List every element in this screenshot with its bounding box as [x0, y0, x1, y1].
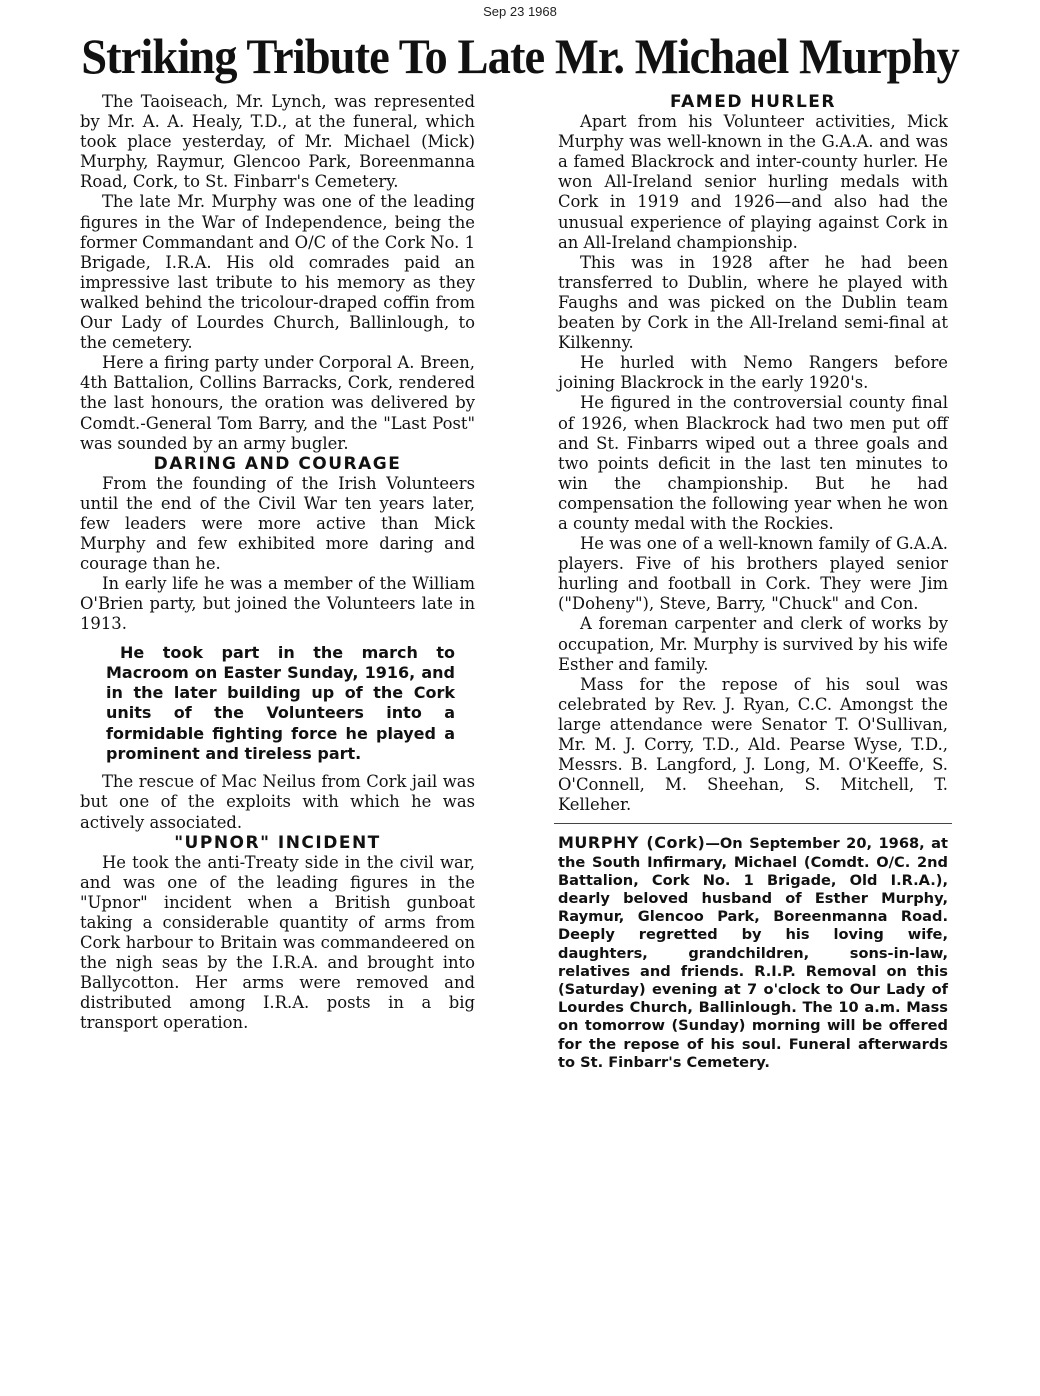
paragraph: The Taoiseach, Mr. Lynch, was represented by Mr. A. A. Healy, T.D., at the funeral, which took place yesterday, of Mr. Michael (Mick) Murphy, Raymur, Glencoo Park, Boreenmanna Road, Cork, to St. Finbarr's Cemetery. [80, 92, 475, 192]
clipping-date: Sep 23 1968 [483, 4, 557, 19]
paragraph: Here a firing party under Corporal A. Breen, 4th Battalion, Collins Barracks, Cork, rendered the last honours, the oration was delivered by Comdt.-General Tom Barry, and the "Last Post" was sounded by an army bugler. [80, 353, 475, 453]
paragraph: He was one of a well-known family of G.A.A. players. Five of his brothers played senior hurling and football in Cork. They were Jim ("Doheny"), Steve, Barry, "Chuck" and Con. [558, 534, 948, 614]
paragraph: Apart from his Volunteer activities, Mick Murphy was well-known in the G.A.A. and was a famed Blackrock and inter-county hurler. He won All-Ireland senior hurling medals with Cork in 1919 and 1926—and also had the unusual experience of playing against Cork in an All-Ireland championship. [558, 112, 948, 252]
paragraph: From the founding of the Irish Volunteers until the end of the Civil War ten years later, few leaders were more active than Mick Murphy and few exhibited more daring and courage than he. [80, 473, 475, 574]
subheading-daring-and-courage: DARING AND COURAGE [153, 453, 402, 474]
subheading-upnor-incident: "UPNOR" INCIDENT [174, 832, 381, 853]
paragraph: This was in 1928 after he had been transferred to Dublin, where he played with Faughs and was picked on the Dublin team beaten by Cork in the All-Ireland semi-final at Kilkenny. [558, 252, 948, 353]
paragraph: A foreman carpenter and clerk of works by occupation, Mr. Murphy is survived by his wife Esther and family. [558, 614, 948, 674]
paragraph: He figured in the controversial county final of 1926, when Blackrock had two men put off and St. Finbarrs wiped out a three goals and two points deficit in the last ten minutes to win the championship. But he had compensation the following year when he won a county medal with the Rockies. [558, 393, 948, 533]
left-column [80, 92, 475, 1034]
death-notice [558, 834, 948, 1072]
paragraph: He took the anti-Treaty side in the civil war, and was one of the leading figures in the "Upnor" incident when a British gunboat taking a considerable quantity of arms from Cork harbour to Britain was commandeered on the nigh seas by the I.R.A. and brought into Ballycotton. Her arms were removed and distributed among I.R.A. posts in a big transport operation. [80, 852, 475, 1033]
headline: Striking Tribute To Late Mr. Michael Murphy [81, 28, 959, 84]
divider [554, 823, 952, 824]
death-notice-name: MURPHY (Cork) [558, 833, 706, 853]
subheading-famed-hurler: FAMED HURLER [669, 92, 837, 112]
bold-paragraph: He took part in the march to Macroom on Easter Sunday, 1916, and in the later building up of the Cork units of the Volunteers into a formidable fighting force he played a prominent and tireless part. [106, 642, 455, 764]
paragraph: In early life he was a member of the William O'Brien party, but joined the Volunteers late in 1913. [80, 574, 475, 634]
paragraph: The rescue of Mac Neilus from Cork jail was but one of the exploits with which he was actively associated. [80, 772, 475, 832]
paragraph: Mass for the repose of his soul was celebrated by Rev. J. Ryan, C.C. Amongst the large attendance were Senator T. O'Sullivan, Mr. M. J. Corry, T.D., Ald. Pearse Wyse, T.D., Messrs. B. Langford, J. Long, M. O'Keeffe, S. O'Connell, M. Sheehan, S. Mitchell, T. Kelleher. [558, 674, 948, 815]
paragraph: The late Mr. Murphy was one of the leading figures in the War of Independence, being the former Commandant and O/C of the Cork No. 1 Brigade, I.R.A. His old comrades paid an impressive last tribute to his memory as they walked behind the tricolour-draped coffin from Our Lady of Lourdes Church, Ballinlough, to the cemetery. [80, 192, 475, 353]
right-column [558, 92, 948, 1072]
paragraph: He hurled with Nemo Rangers before joining Blackrock in the early 1920's. [558, 353, 948, 393]
death-notice-text: —On September 20, 1968, at the South Infirmary, Michael (Comdt. O/C. 2nd Battalion, Cork No. 1 Brigade, Old I.R.A.), dearly beloved husband of Esther Murphy, Raymur, Glencoo Park, Boreenmanna Road. Deeply regretted by his loving wife, daughters, grandchildren, sons-in-law, relatives and friends. R.I.P. Removal on this (Saturday) evening at 7 o'clock to Our Lady of Lourdes Church, Ballinlough. The 10 a.m. Mass on tomorrow (Sunday) morning will be offered for the repose of his soul. Funeral afterwards to St. Finbarr's Cemetery. [558, 835, 948, 1071]
